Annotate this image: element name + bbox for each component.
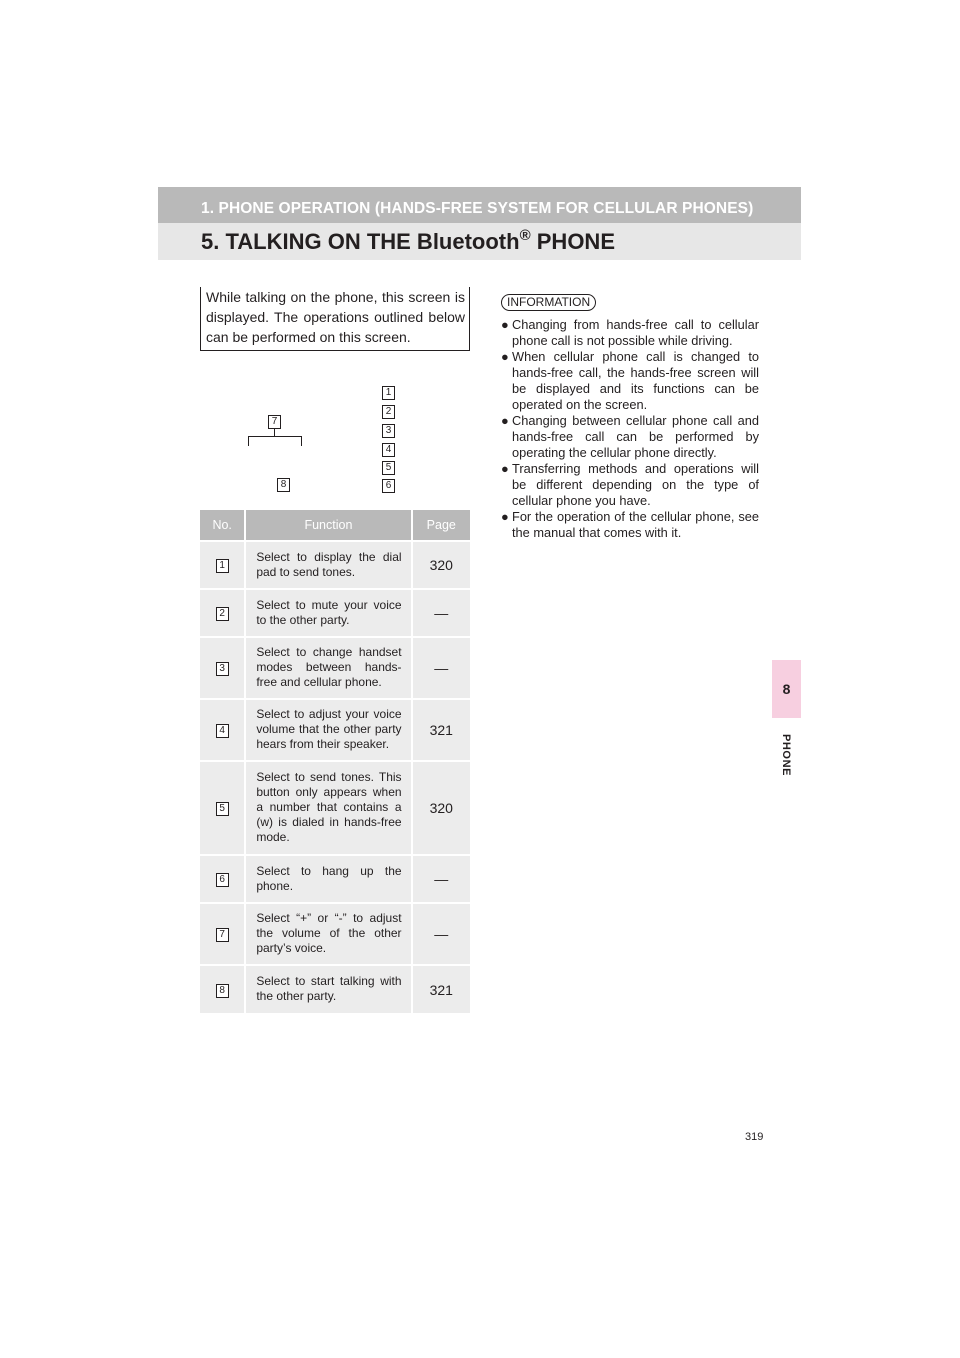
information-list <box>501 317 759 541</box>
row-function: Select to send tones. This button only appears when a number that contains a (w) is dialed in hands-free mode. <box>245 761 411 855</box>
row-page: — <box>412 903 470 965</box>
row-page: 321 <box>412 965 470 1013</box>
row-function: Select to mute your voice to the other party. <box>245 589 411 637</box>
bullet-icon: ● <box>501 413 509 428</box>
chapter-header <box>158 187 801 223</box>
function-table <box>200 510 470 1013</box>
bullet-icon: ● <box>501 461 509 476</box>
info-text: Changing between cellular phone call and hands-free call can be performed by operating the cellular phone directly. <box>512 413 759 460</box>
registered-mark: ® <box>519 227 531 244</box>
row-function: Select to change handset modes between hands-free and cellular phone. <box>245 637 411 699</box>
row-number: 8 <box>216 984 229 998</box>
bracket-bar <box>248 436 302 437</box>
diagram-label-1: 1 <box>382 386 395 400</box>
row-number: 5 <box>216 802 229 816</box>
chapter-title: 1. PHONE OPERATION (HANDS-FREE SYSTEM FOR CELLULAR PHONES) <box>201 200 754 217</box>
row-function: Select to adjust your voice volume that the other party hears from their speaker. <box>245 699 411 761</box>
row-number: 1 <box>216 559 229 573</box>
row-function: Select to display the dial pad to send tones. <box>245 541 411 589</box>
diagram-label-2: 2 <box>382 405 395 419</box>
bracket-right <box>301 436 302 446</box>
section-title-suffix: PHONE <box>530 229 615 254</box>
list-item <box>501 509 759 541</box>
diagram-label-7: 7 <box>268 415 281 429</box>
chapter-tab <box>772 660 801 718</box>
list-item <box>501 461 759 509</box>
screen-diagram <box>200 380 470 500</box>
chapter-side-label <box>772 730 801 780</box>
diagram-label-3: 3 <box>382 424 395 438</box>
diagram-label-8: 8 <box>277 478 290 492</box>
info-text: For the operation of the cellular phone, see the manual that comes with it. <box>512 509 759 540</box>
list-item <box>501 349 759 413</box>
info-text: When cellular phone call is changed to hands-free call, the hands-free screen will be displayed and its functions can be operated on the screen. <box>512 349 759 412</box>
bullet-icon: ● <box>501 349 509 364</box>
table-row <box>200 761 470 855</box>
info-text: Transferring methods and operations will be different depending on the type of cellular phone you have. <box>512 461 759 508</box>
table-row <box>200 903 470 965</box>
row-page: — <box>412 637 470 699</box>
row-page: 321 <box>412 699 470 761</box>
list-item <box>501 413 759 461</box>
diagram-label-6: 6 <box>382 479 395 493</box>
row-page: — <box>412 855 470 903</box>
table-row <box>200 965 470 1013</box>
chapter-side-label-text: PHONE <box>780 733 793 777</box>
row-function: Select to start talking with the other party. <box>245 965 411 1013</box>
list-item <box>501 317 759 349</box>
diagram-label-4: 4 <box>382 443 395 457</box>
row-number: 2 <box>216 607 229 621</box>
diagram-label-5: 5 <box>382 461 395 475</box>
info-text: Changing from hands-free call to cellular phone call is not possible while driving. <box>512 317 759 348</box>
table-header-row <box>200 510 470 541</box>
chapter-tab-number: 8 <box>782 681 791 697</box>
information-box <box>501 294 759 541</box>
intro-text: While talking on the phone, this screen is displayed. The operations outlined below can be performed on this screen. <box>206 289 465 345</box>
bullet-icon: ● <box>501 317 509 332</box>
row-number: 4 <box>216 724 229 738</box>
row-function: Select to hang up the phone. <box>245 855 411 903</box>
row-number: 6 <box>216 873 229 887</box>
intro-box <box>200 287 470 351</box>
table-row <box>200 541 470 589</box>
bracket-stem <box>274 428 275 436</box>
section-header <box>158 223 801 260</box>
page-number: 319 <box>745 1131 764 1143</box>
row-page: 320 <box>412 541 470 589</box>
header-page: Page <box>412 510 470 541</box>
header-no: No. <box>200 510 245 541</box>
bracket-left <box>248 436 249 446</box>
table-row <box>200 589 470 637</box>
row-page: — <box>412 589 470 637</box>
table-row <box>200 637 470 699</box>
header-function: Function <box>245 510 411 541</box>
information-label: INFORMATION <box>501 294 596 311</box>
row-number: 3 <box>216 662 229 676</box>
row-page: 320 <box>412 761 470 855</box>
bullet-icon: ● <box>501 509 509 524</box>
table-row <box>200 855 470 903</box>
table-row <box>200 699 470 761</box>
section-title-prefix: 5. TALKING ON THE Bluetooth <box>201 229 520 254</box>
row-function: Select “+” or “-” to adjust the volume of the other party’s voice. <box>245 903 411 965</box>
row-number: 7 <box>216 928 229 942</box>
